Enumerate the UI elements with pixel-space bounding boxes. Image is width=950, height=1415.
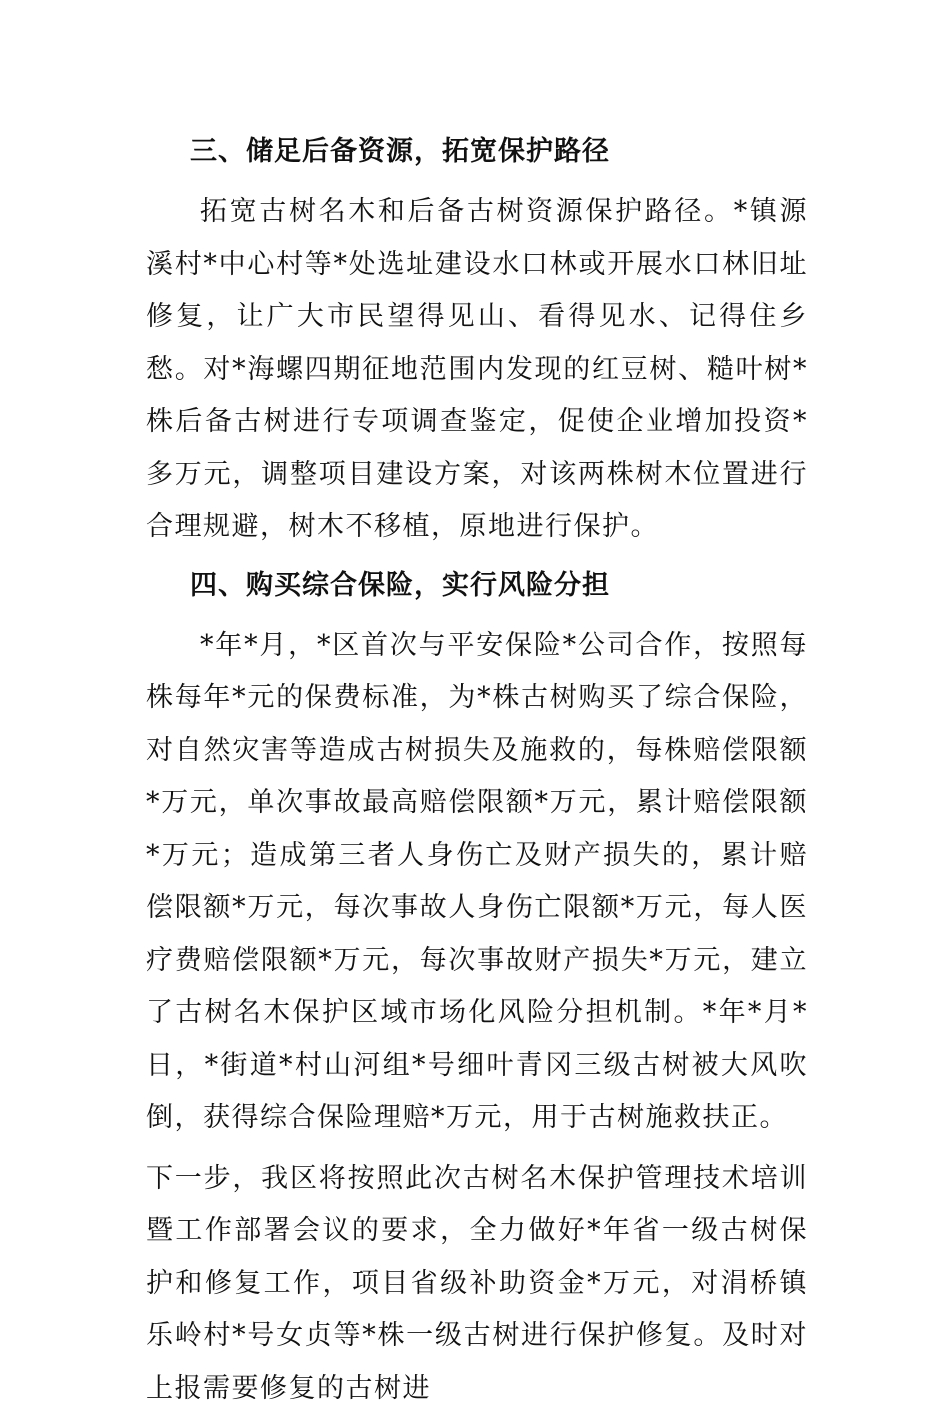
section-3-heading: 三、储足后备资源，拓宽保护路径 [190, 126, 808, 178]
next-steps-paragraph: 下一步，我区将按照此次古树名木保护管理技术培训暨工作部署会议的要求，全力做好*年省一级古树保护和修复工作，项目省级补助资金*万元，对涓桥镇乐岭村*号女贞等*株一级古树进行保护修复。及时对上报需要修复的古树进 [146, 1153, 808, 1415]
section-3-paragraph: 拓宽古树名木和后备古树资源保护路径。*镇源溪村*中心村等*处选址建设水口林或开展水口林旧址修复，让广大市民望得见山、看得见水、记得住乡愁。对*海螺四期征地范围内发现的红豆树、糙叶树*株后备古树进行专项调查鉴定，促使企业增加投资*多万元，调整项目建设方案，对该两株树木位置进行合理规避，树木不移植，原地进行保护。 [146, 186, 808, 554]
section-4-paragraph: *年*月，*区首次与平安保险*公司合作，按照每株每年*元的保费标准，为*株古树购买了综合保险，对自然灾害等造成古树损失及施救的，每株赔偿限额*万元，单次事故最高赔偿限额*万元，累计赔偿限额*万元；造成第三者人身伤亡及财产损失的，累计赔偿限额*万元，每次事故人身伤亡限额*万元，每人医疗费赔偿限额*万元，每次事故财产损失*万元，建立了古树名木保护区域市场化风险分担机制。*年*月*日，*街道*村山河组*号细叶青冈三级古树被大风吹倒，获得综合保险理赔*万元，用于古树施救扶正。 [146, 620, 808, 1145]
document-body [146, 126, 808, 1415]
section-4-heading: 四、购买综合保险，实行风险分担 [190, 560, 808, 612]
